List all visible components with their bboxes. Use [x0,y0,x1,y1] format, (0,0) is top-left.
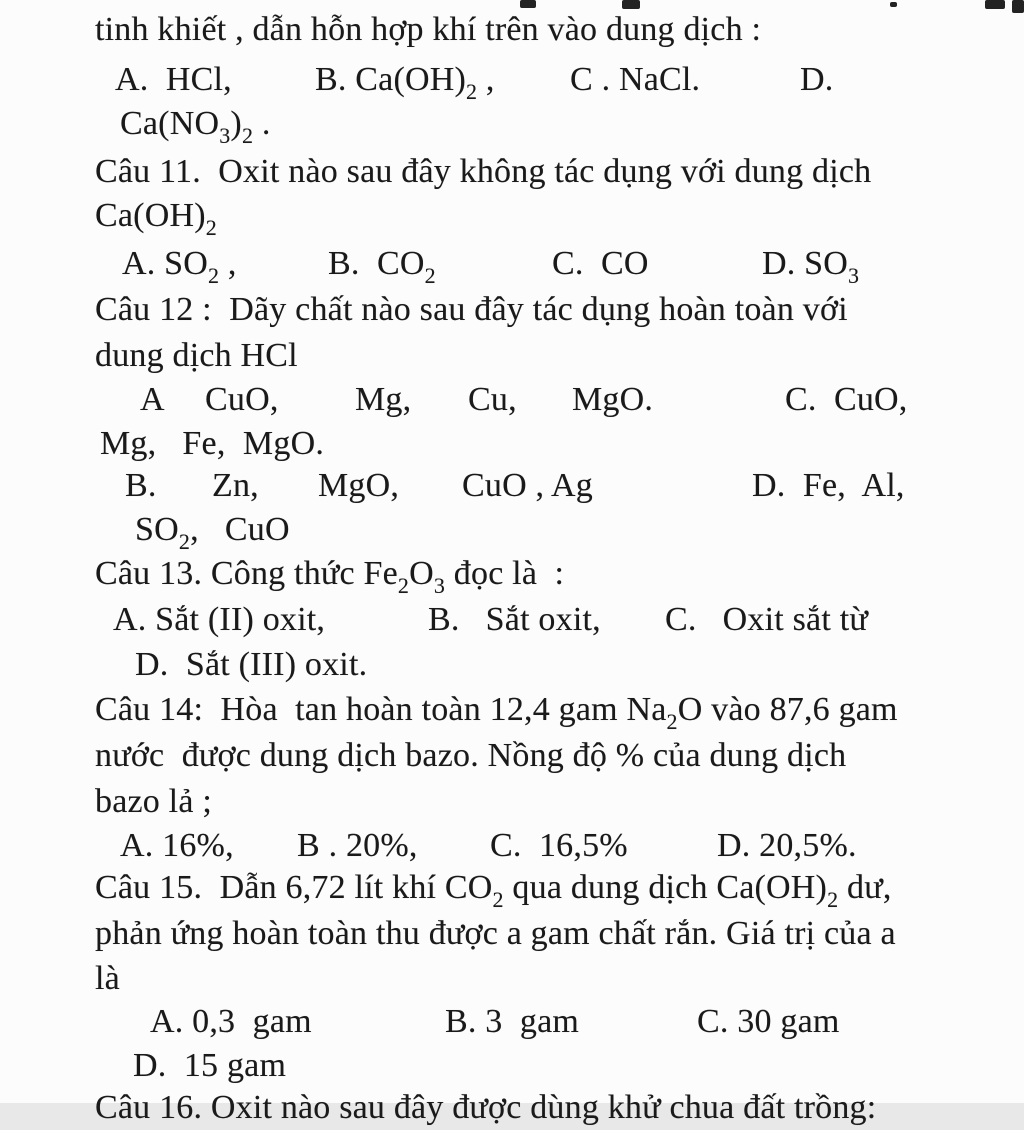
text: phản ứng hoàn toàn thu được a gam chất rắn. Giá trị của a [95,915,896,952]
text-run [122,242,237,289]
formula-subscript: 2 [208,263,220,288]
text-run [95,688,898,735]
text-run [95,150,871,194]
text: ) [230,105,242,142]
text: A. HCl, [115,61,232,98]
text-line [0,643,1024,687]
text-line [0,734,1024,778]
formula-subscript: 3 [433,573,446,598]
text-run [95,866,892,913]
text-run [570,58,700,102]
text: B. [125,467,157,504]
text-run [135,508,290,555]
text-run [697,1000,840,1044]
text: D. Sắt (III) oxit. [135,646,368,683]
text: MgO, [318,467,400,504]
text: Câu 12 : Dãy chất nào sau đây tác dụng hoàn toàn với [95,291,848,328]
text-run [205,378,279,422]
text-run [428,598,601,642]
formula-subscript: 2 [241,123,254,148]
text: O [409,555,434,592]
text-run [95,1086,876,1130]
formula-subscript: 3 [848,263,860,288]
text-run [95,194,217,241]
text: dung dịch HCl [95,337,298,374]
text: B. Ca(OH) [315,61,466,98]
text: Mg, Fe, MgO. [100,425,325,462]
text-run [800,58,833,102]
text-run [785,378,908,422]
text-run [135,643,367,687]
text-run [95,288,848,332]
text-run [100,422,324,466]
text-run [552,242,649,286]
text: D. SO [762,245,849,282]
formula-subscript: 2 [397,573,410,598]
text-line [0,242,1024,286]
text-run [445,1000,579,1044]
text: là [95,960,120,997]
text: MgO. [572,381,654,418]
text-run [95,912,896,956]
text: Câu 13. Công thức Fe [95,555,398,592]
text-run [120,102,271,149]
formula-subscript: 2 [205,215,217,240]
text-line [0,288,1024,332]
text: A. 16%, [120,827,234,864]
text-line [0,552,1024,596]
text: , [219,245,237,282]
text-run [212,464,259,508]
text-line [0,780,1024,824]
text-line [0,508,1024,552]
text: dư, [838,869,892,906]
formula-subscript: 2 [827,887,839,912]
text-line [0,598,1024,642]
text: D. 15 gam [133,1047,287,1084]
formula-subscript: 2 [666,709,678,734]
text: , CuO [190,511,290,548]
text: Câu 15. Dẫn 6,72 lít khí CO [95,869,493,906]
text: tinh khiết , dẫn hỗn hợp khí trên vào dung dịch : [95,11,762,48]
text-run [95,780,212,824]
text: CuO, [205,381,279,418]
text: B. Sắt oxit, [428,601,601,638]
formula-subscript: 2 [492,887,504,912]
text: C. 30 gam [697,1003,840,1040]
text: C. Oxit sắt từ [665,601,868,638]
text-line [0,422,1024,466]
text-run [328,242,436,289]
text-run [318,464,399,508]
text-run [125,464,157,508]
text: C. CuO, [785,381,908,418]
text-line [0,688,1024,732]
formula-subscript: 2 [466,79,478,104]
text: . [253,105,271,142]
text: Zn, [212,467,259,504]
text: Câu 16. Oxit nào sau đây được dùng khử chua đất trồng: [95,1089,877,1126]
text: D. 20,5%. [717,827,857,864]
text: C. 16,5% [490,827,628,864]
text-run [572,378,653,422]
text: B . 20%, [297,827,418,864]
text-run [95,957,120,1001]
text-run [95,552,564,599]
cut-off-glyph-fragment [890,2,897,7]
text: , [477,61,495,98]
text-line [0,102,1024,146]
text: D. [800,61,834,98]
text-line [0,1044,1024,1088]
text: qua dung dịch Ca(OH) [503,869,828,906]
text-run [315,58,495,105]
text-run [150,1000,312,1044]
text-line [0,378,1024,422]
text-run [140,378,165,422]
text: A. 0,3 gam [150,1003,312,1040]
text-line [0,194,1024,238]
text: C . NaCl. [570,61,701,98]
text: Ca(NO [120,105,220,142]
text: Mg, [355,381,412,418]
text-line [0,8,1024,52]
text-run [468,378,517,422]
text-run [95,8,761,52]
formula-subscript: 2 [424,263,436,288]
text: nước được dung dịch bazo. Nồng độ % của dung dịch [95,737,847,774]
text-run [490,824,628,868]
text-line [0,866,1024,910]
text-line [0,334,1024,378]
text-run [355,378,411,422]
text-run [113,598,325,642]
text-line [0,957,1024,1001]
text-run [762,242,859,289]
text-run [717,824,857,868]
text: B. 3 gam [445,1003,580,1040]
text-run [115,58,232,102]
cut-off-glyph-fragment [520,0,536,8]
text: C. CO [552,245,649,282]
text: Ca(OH) [95,197,206,234]
text: bazo lả ; [95,783,212,820]
text: O vào 87,6 gam [677,691,898,728]
text: B. CO [328,245,425,282]
text-run [752,464,905,508]
text-run [297,824,418,868]
text-line [0,1000,1024,1044]
text-line [0,58,1024,102]
text-run [665,598,868,642]
text: Cu, [468,381,517,418]
formula-subscript: 3 [219,123,231,148]
formula-subscript: 2 [178,529,191,554]
text: A [140,381,165,418]
text-line [0,464,1024,508]
text-line [0,824,1024,868]
text: D. Fe, Al, [752,467,905,504]
text-line [0,912,1024,956]
text: CuO , Ag [462,467,594,504]
text: Câu 14: Hòa tan hoàn toàn 12,4 gam Na [95,691,667,728]
text: đọc là : [445,555,565,592]
text-line [0,1086,1024,1130]
text-run [120,824,234,868]
text-run [462,464,593,508]
text-run [95,734,846,778]
text-run [133,1044,286,1088]
text-line [0,150,1024,194]
text: Câu 11. Oxit nào sau đây không tác dụng với dung dịch [95,153,872,190]
text: SO [135,511,179,548]
text-run [95,334,298,378]
text: A. SO [122,245,209,282]
text: A. Sắt (II) oxit, [113,601,326,638]
